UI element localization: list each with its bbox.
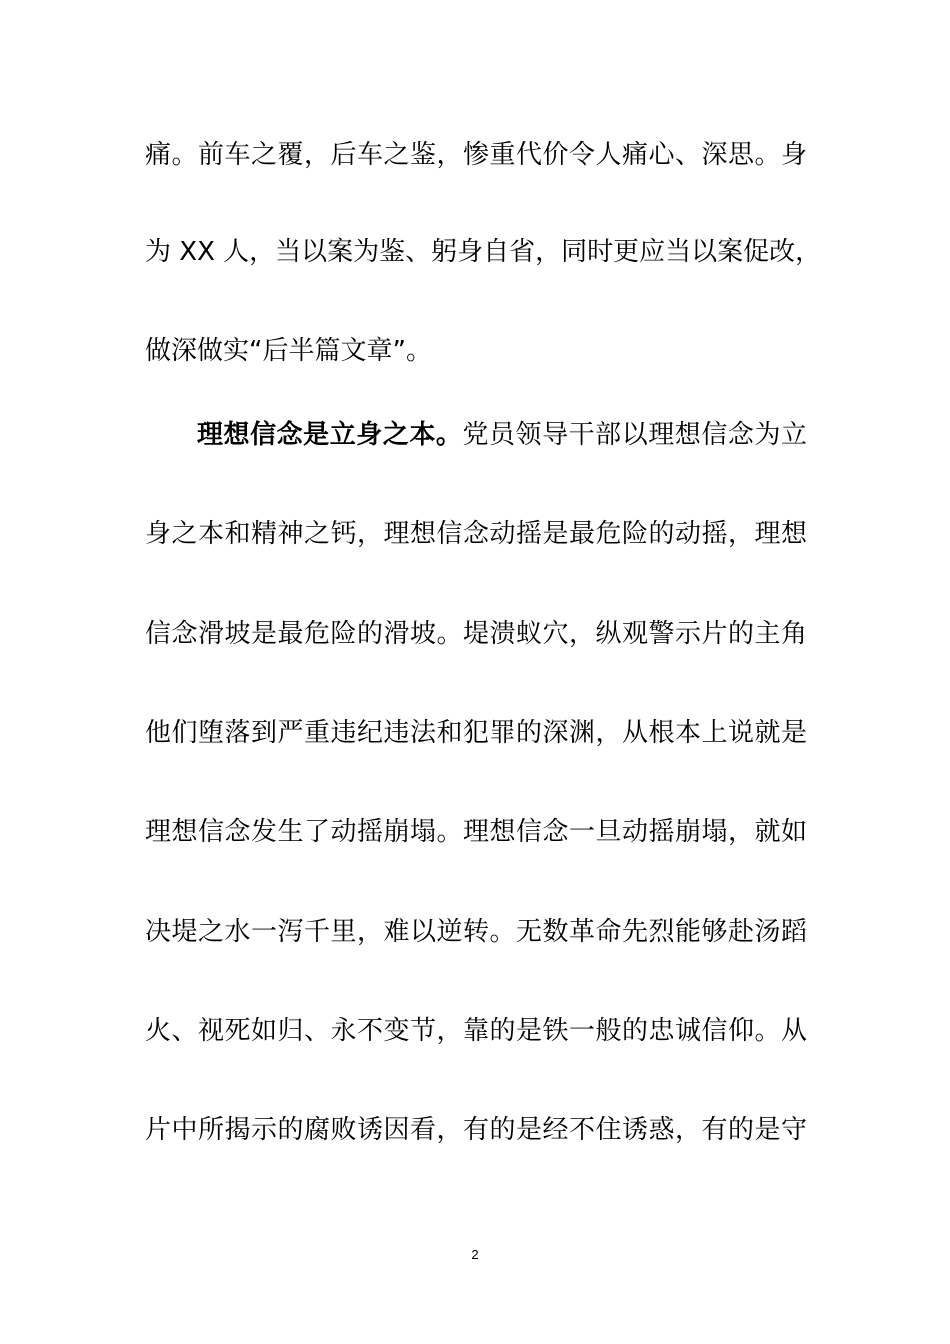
text-line-6: 信念滑坡是最危险的滑坡。堤溃蚁穴，纵观警示片的主角 [145,619,807,649]
paragraph-first-line [197,415,807,455]
page-number: 2 [471,1247,479,1262]
text-line-7: 他们堕落到严重违纪违法和犯罪的深渊，从根本上说就是 [145,718,807,748]
text-line-9: 决堤之水一泻千里，难以逆转。无数革命先烈能够赴汤蹈 [145,917,807,947]
text-line-8: 理想信念发生了动摇崩塌。理想信念一旦动摇崩塌，就如 [145,817,807,847]
paragraph-heading: 理想信念是立身之本。 [197,420,463,450]
paragraph-first-line-text: 党员领导干部以理想信念为立 [462,420,807,450]
text-line-3: 做深做实“后半篇文章”。 [145,336,432,366]
text-line-11: 片中所揭示的腐败诱因看，有的是经不住诱惑，有的是守 [145,1115,807,1145]
text-line-2: 为 XX 人，当以案为鉴、躬身自省，同时更应当以案促改， [145,237,822,267]
text-line-5: 身之本和精神之钙，理想信念动摇是最危险的动摇，理想 [145,519,807,549]
text-line-10: 火、视死如归、永不变节，靠的是铁一般的忠诚信仰。从 [145,1016,807,1046]
text-line-1: 痛。前车之覆，后车之鉴，惨重代价令人痛心、深思。身 [145,140,807,170]
